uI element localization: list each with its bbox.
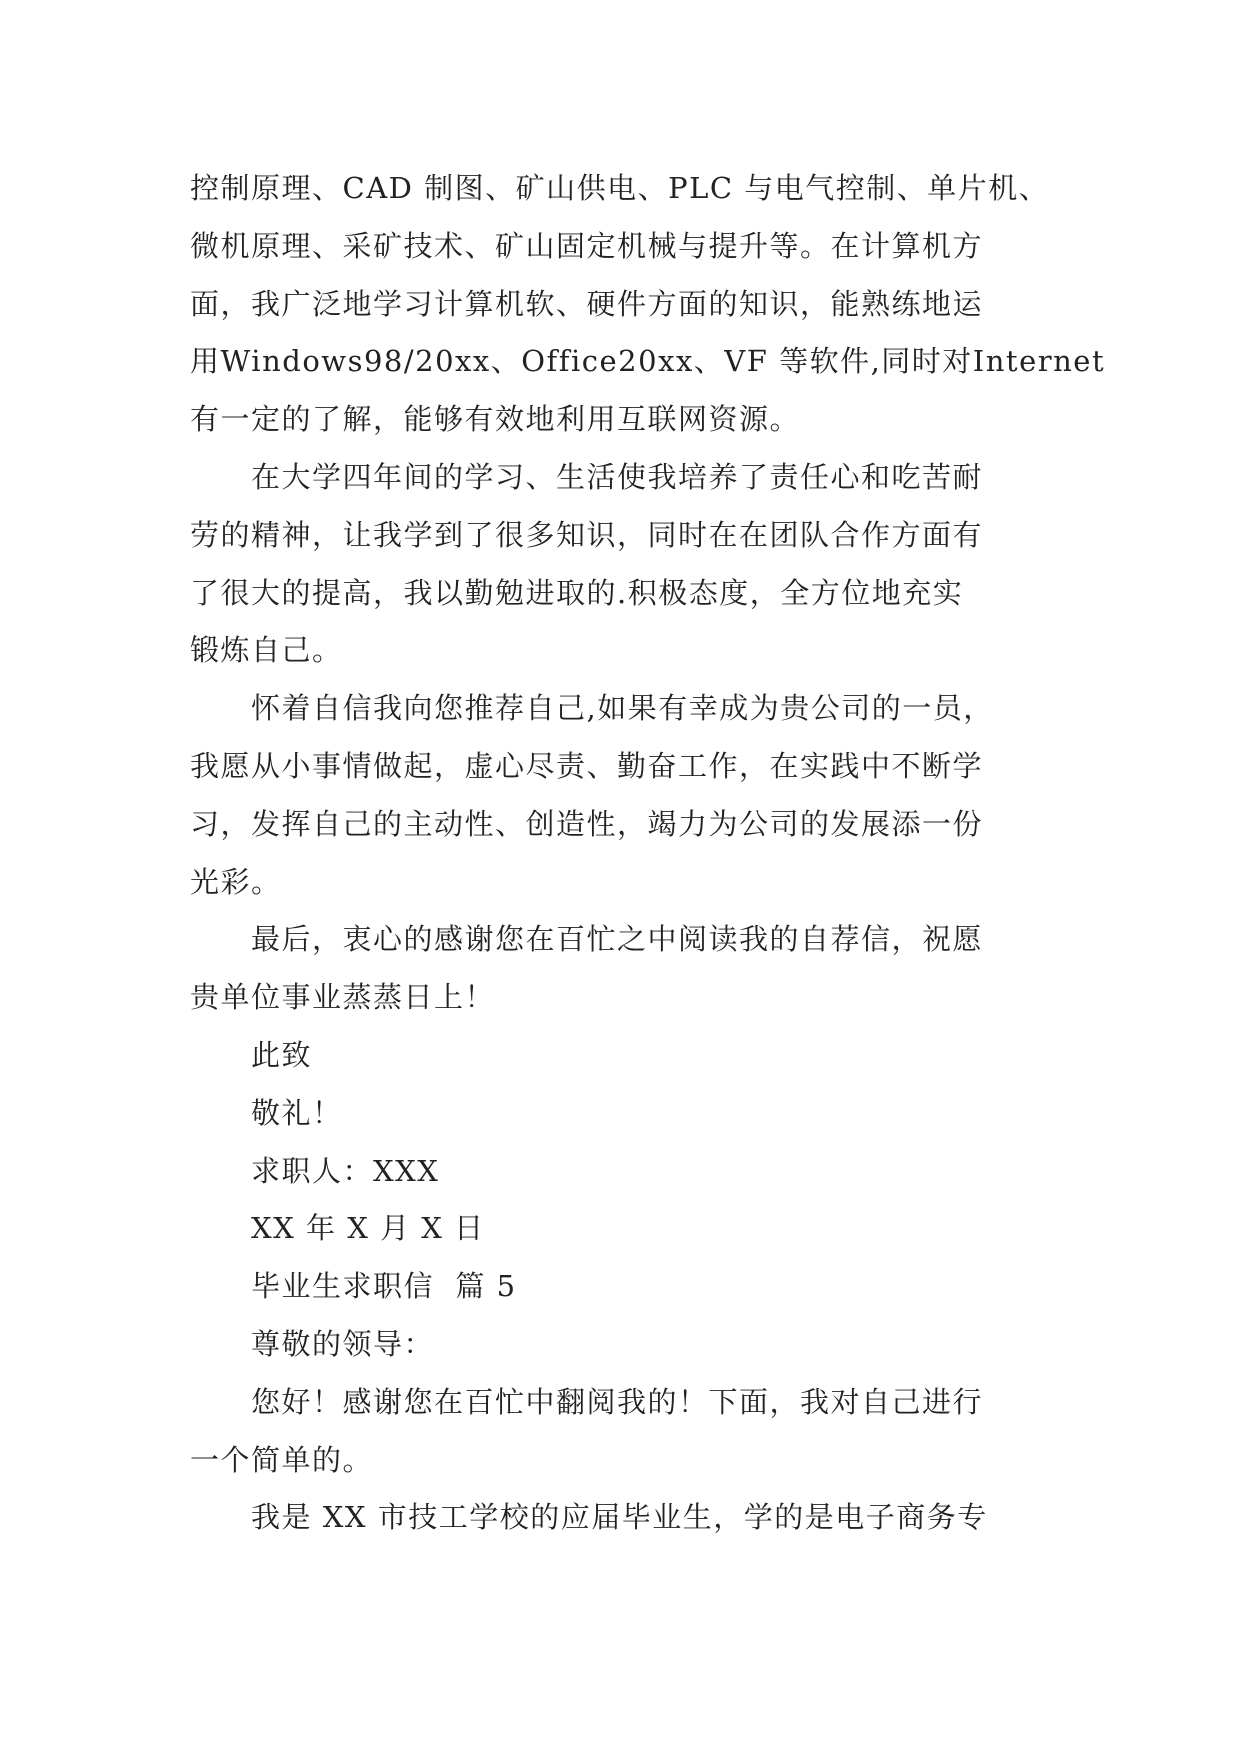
text-line: 在大学四年间的学习、生活使我培养了责任心和吃苦耐	[251, 459, 984, 494]
text-line: 贵单位事业蒸蒸日上！	[190, 980, 496, 1015]
text-line: 您好！感谢您在百忙中翻阅我的！下面，我对自己进行	[251, 1384, 984, 1419]
text-line: 一个简单的。	[190, 1442, 374, 1477]
text-line: 控制原理、CAD 制图、矿山供电、PLC 与电气控制、单片机、	[190, 171, 1050, 205]
paragraph-courses	[190, 160, 1106, 449]
section-title-text: 毕业生求职信 篇 5	[251, 1269, 517, 1304]
paragraph-recommendation	[190, 680, 1070, 911]
text-line: 劳的精神，让我学到了很多知识，同时在在团队合作方面有	[190, 517, 984, 552]
paragraph-intro	[190, 1374, 1070, 1490]
text-line: 面，我广泛地学习计算机软、硬件方面的知识，能熟练地运	[190, 286, 984, 321]
text-line: 怀着自信我向您推荐自己,如果有幸成为贵公司的一员，	[251, 691, 994, 726]
greeting	[190, 1316, 1070, 1374]
text-line: 有一定的了解，能够有效地利用互联网资源。	[190, 402, 801, 437]
text-line: 锻炼自己。	[190, 633, 343, 668]
text-line: 习，发挥自己的主动性、创造性，竭力为公司的发展添一份	[190, 806, 984, 841]
section-title	[190, 1258, 1070, 1316]
date	[190, 1200, 1070, 1258]
text-line: 光彩。	[190, 864, 282, 899]
salute	[190, 1085, 1070, 1143]
signature-text: 求职人：XXX	[251, 1153, 440, 1188]
text-line: 用Windows98/20xx、Office20xx、VF 等软件,同时对Internet	[190, 344, 1106, 379]
text-line: 微机原理、采矿技术、矿山固定机械与提升等。在计算机方	[190, 228, 984, 263]
text-line: 了很大的提高，我以勤勉进取的.积极态度，全方位地充实	[190, 575, 964, 610]
text-line: 我愿从小事情做起，虚心尽责、勤奋工作，在实践中不断学	[190, 748, 984, 783]
closing	[190, 1027, 1070, 1085]
salute-text: 敬礼！	[251, 1095, 343, 1130]
text-line: 最后，衷心的感谢您在百忙之中阅读我的自荐信，祝愿	[251, 922, 984, 957]
closing-text: 此致	[251, 1037, 313, 1072]
text-line: 我是 XX 市技工学校的应届毕业生，学的是电子商务专	[251, 1500, 988, 1535]
paragraph-thanks	[190, 911, 1070, 1027]
greeting-text: 尊敬的领导：	[251, 1326, 435, 1361]
paragraph-university	[190, 449, 1070, 680]
letter-body	[190, 160, 1106, 1547]
date-text: XX 年 X 月 X 日	[251, 1211, 485, 1246]
signature	[190, 1143, 1070, 1201]
paragraph-background	[190, 1489, 1070, 1547]
